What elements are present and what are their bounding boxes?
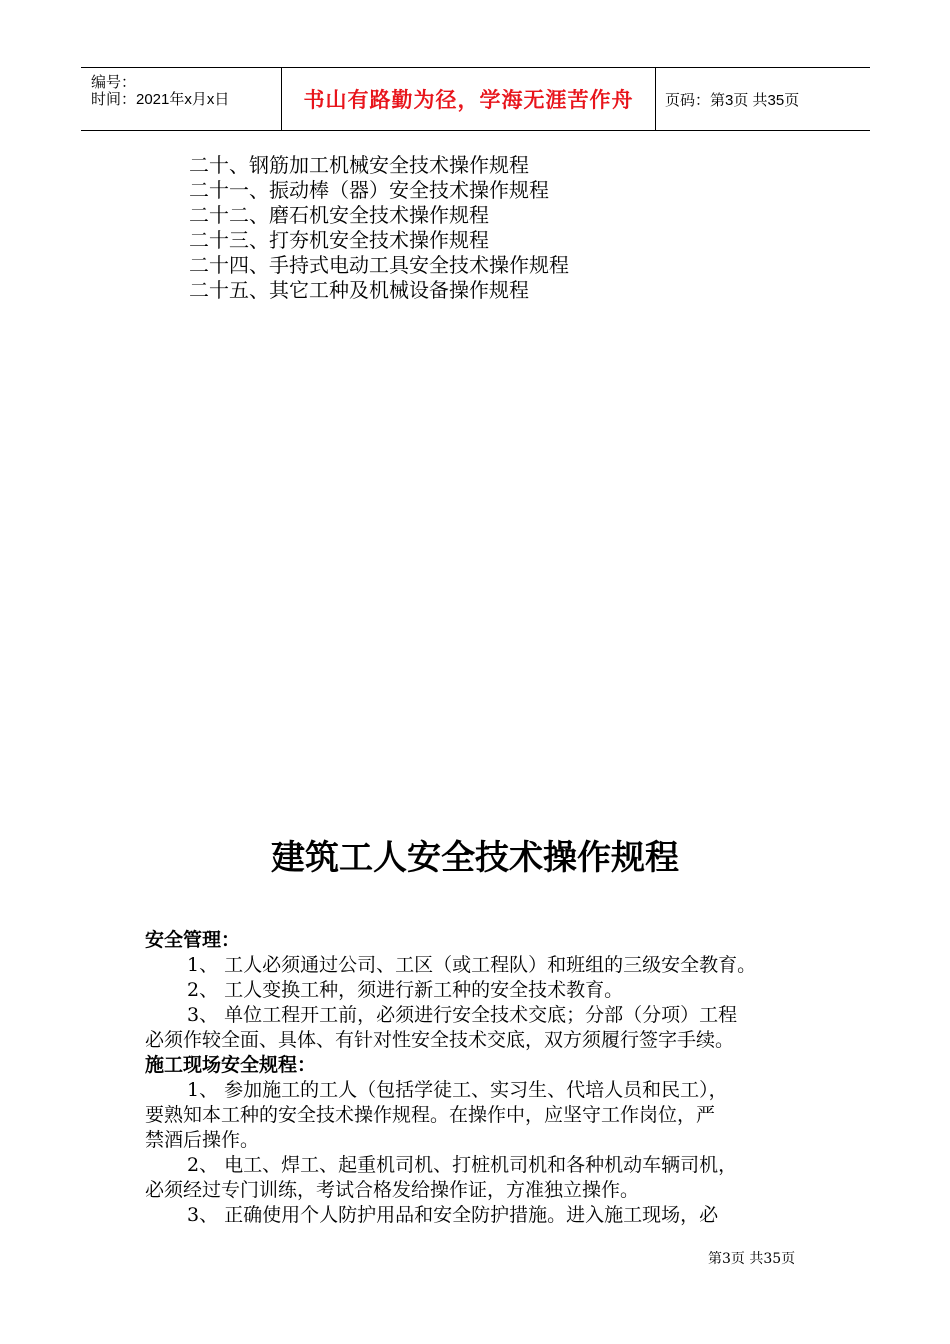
section-heading: 安全管理： — [145, 929, 241, 951]
para-line: 禁酒后操作。 — [145, 1129, 260, 1151]
para-line: 2、 工人变换工种，须进行新工种的安全技术教育。 — [187, 979, 624, 1001]
toc-item: 二十四、手持式电动工具安全技术操作规程 — [189, 253, 569, 277]
para-line: 必须经过专门训练，考试合格发给操作证，方准独立操作。 — [145, 1179, 640, 1201]
header-page-cell — [655, 68, 870, 130]
number-label: 编号： — [91, 74, 137, 91]
toc-list — [189, 153, 569, 303]
paragraph — [145, 1203, 825, 1228]
paragraph — [145, 978, 825, 1003]
page-header — [81, 67, 870, 131]
page-footer: 第3页 共35页 — [708, 1251, 796, 1267]
document-title: 建筑工人安全技术操作规程 — [271, 838, 679, 878]
toc-item: 二十二、磨石机安全技术操作规程 — [189, 203, 489, 227]
paragraph — [145, 1003, 825, 1053]
motto-text: 书山有路勤为径，学海无涯苦作舟 — [303, 88, 634, 112]
para-line: 要熟知本工种的安全技术操作规程。在操作中，应坚守工作岗位，严 — [145, 1104, 716, 1126]
para-line: 2、 电工、焊工、起重机司机、打桩机司机和各种机动车辆司机， — [187, 1154, 738, 1176]
para-line: 3、 正确使用个人防护用品和安全防护措施。进入施工现场，必 — [187, 1204, 719, 1226]
date-line: 时间：2021年x月x日 — [91, 91, 230, 108]
toc-item: 二十三、打夯机安全技术操作规程 — [189, 228, 489, 252]
section-heading: 施工现场安全规程： — [145, 1054, 317, 1076]
toc-item: 二十一、振动棒（器）安全技术操作规程 — [189, 178, 549, 202]
page-info: 页码：第3页 共35页 — [665, 91, 800, 109]
header-motto-cell — [281, 68, 656, 130]
para-line: 必须作较全面、具体、有针对性安全技术交底，双方须履行签字手续。 — [145, 1029, 735, 1051]
header-left-cell — [81, 68, 281, 130]
para-line: 1、 参加施工的工人（包括学徒工、实习生、代培人员和民工）， — [187, 1079, 728, 1101]
paragraph — [145, 1153, 825, 1203]
para-line: 1、 工人必须通过公司、工区（或工程队）和班组的三级安全教育。 — [187, 954, 757, 976]
toc-item: 二十五、其它工种及机械设备操作规程 — [189, 278, 529, 302]
para-line: 3、 单位工程开工前，必须进行安全技术交底；分部（分项）工程 — [187, 1004, 738, 1026]
paragraph — [145, 953, 825, 978]
toc-item: 二十、钢筋加工机械安全技术操作规程 — [189, 153, 529, 177]
paragraph — [145, 1078, 825, 1153]
document-body — [145, 928, 825, 1228]
